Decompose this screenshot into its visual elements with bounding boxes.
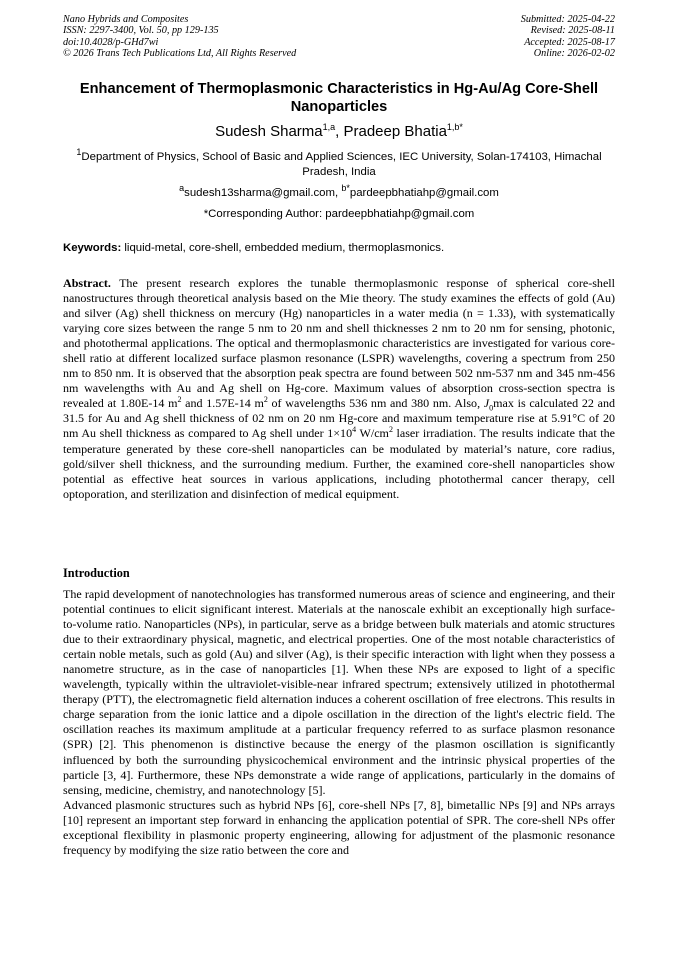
email-mark: a (179, 183, 185, 194)
copyright-notice: © 2026 Trans Tech Publications Ltd, All Rights Reserved (63, 48, 297, 60)
affiliation-mark: 1 (76, 147, 82, 158)
journal-name: Nano Hybrids and Composites (63, 14, 189, 25)
keywords (63, 241, 615, 256)
abstract-text: max is calculated 22 and 31.5 for Au and Ag shell thickness of 02 nm on 20 nm Hg-core and maximum temperature rise at 5.91°C of 20 nm Au shell thickness as compared to Ag shell under 1×10 (63, 396, 615, 441)
affiliation-text: Department of Physics, School of Basic and Applied Sciences, IEC University, Solan-174103, Himachal Pradesh, India (81, 151, 602, 178)
abstract-label: Abstract. (63, 276, 111, 290)
paragraph: Advanced plasmonic structures such as hybrid NPs [6], core-shell NPs [7, 8], bimetallic NPs [9] and NPs arrays [10] represent an important step forward in enhancing the application potential of SPR. The core-shell NPs offer exceptional flexibility in plasmonic property engineering, allowing for adjustment of the plasmonic resonance frequency by modifying the size ratio between the core and (63, 797, 615, 857)
online-date: Online: 2026-02-02 (533, 48, 615, 60)
j-symbol: J (483, 396, 490, 411)
author-affiliation-mark: 1,b* (446, 122, 463, 132)
revised-date: Revised: 2025-08-11 (530, 25, 615, 37)
author-name: Pradeep Bhatia (343, 123, 447, 140)
abstract-text: and 1.57E-14 m (181, 396, 264, 411)
subscript: 0 (489, 403, 494, 413)
keywords-text: liquid-metal, core-shell, embedded medium, thermoplasmonics. (121, 242, 445, 254)
paragraph: The rapid development of nanotechnologies has transformed numerous areas of science and engineering, and their potential continues to elicit significant interest. Materials at the nanoscale exhibit an exceptionally high surface-to-volume ratio. Nanoparticles (NPs), in particular, serve as a bridge between bulk materials and atomic structures due to their extraordinary physical, magnetic, and electrical properties. One of the most notable characteristics of certain noble metals, such as gold (Au) and silver (Ag), is their specific interaction with light when they possess a nanometre structure, as in the case of nanoparticles [1]. When these NPs are exposed to light of a specific wavelength, typically within the ultraviolet-visible-near infrared spectrum; extensively utilized in photothermal therapy (PTT), the electromagnetic field alternation induces a coherent oscillation of free electrons. This results in charge separation from the ionic lattice and a dipole oscillation in the direction of the light's electric field. The oscillation reaches its maximum amplitude at a particular frequency referred to as surface plasmon resonance (SPR) [2]. This phenomenon is distinctive because the energy of the plasmon oscillation is significantly influenced by both the surrounding physicochemical environment and the intrinsic physical properties of the particle [3, 4]. Furthermore, these NPs demonstrate a wide range of applications, particularly in the domains of sensing, medicine, chemistry, and nanotechnology [5]. (63, 587, 615, 797)
doi-link[interactable]: doi:10.4028/p-GHd7wi (63, 36, 159, 48)
superscript: 2 (177, 395, 182, 405)
author-separator: , (335, 123, 344, 140)
email-address[interactable]: pardeepbhatiahp@gmail.com (349, 187, 499, 199)
corresponding-author: *Corresponding Author: pardeepbhatiahp@gmail.com (203, 208, 475, 220)
section-heading-introduction: Introduction (63, 566, 130, 580)
author-affiliation-mark: 1,a (322, 122, 336, 132)
abstract (63, 276, 615, 502)
author-emails (63, 183, 615, 201)
abstract-text: W/cm (356, 426, 389, 441)
submitted-date: Submitted: 2025-04-22 (520, 14, 615, 25)
dates-header (521, 14, 615, 60)
email-address[interactable]: sudesh13sharma@gmail.com, (184, 187, 342, 199)
issn-volume-pages: ISSN: 2297-3400, Vol. 50, pp 129-135 (63, 25, 219, 37)
journal-info-header (63, 14, 296, 60)
paper-title: Enhancement of Thermoplasmonic Characteristics in Hg-Au/Ag Core-Shell Nanoparticles (79, 81, 599, 115)
accepted-date: Accepted: 2025-08-17 (524, 36, 615, 48)
abstract-text: of wavelengths 536 nm and 380 nm. Also, (267, 396, 484, 411)
author-list (63, 122, 615, 142)
superscript: 2 (263, 395, 268, 405)
abstract-text: laser irradiation. The results indicate that the temperature generated by these core-shell nanoparticles can be modulated by material’s nature, core radius, gold/silver shell thickness, and the surrounding medium. Further, the examined core-shell nanoparticles show potential as effective heat sources in various applications, including photothermal cancer therapy, cell optoporation, and sterilization and disinfection of medical equipment. (63, 426, 615, 501)
superscript: 2 (388, 425, 393, 435)
affiliation (63, 147, 615, 180)
email-mark: b* (341, 183, 350, 194)
superscript: 4 (352, 425, 357, 435)
author-name: Sudesh Sharma (215, 123, 323, 140)
introduction-body (63, 587, 615, 858)
keywords-label: Keywords: (63, 242, 122, 254)
abstract-text: The present research explores the tunable thermoplasmonic response of spherical core-shell nanostructures through theoretical analysis based on the Mie theory. The study examines the effects of gold (Au) and silver (Ag) shell thickness on mercury (Hg) nanoparticles in a water media (n = 1.33), with systematically varying core sizes between the range 5 nm to 20 nm and shell thicknesses 2 nm to 20 nm for sensing, photonic, and photothermal applications. The optical and thermoplasmonic characteristics are investigated for various core-shell ratio at different localized surface plasmon resonance (LSPR) wavelengths, covering a spectrum from 250 nm to 850 nm. It is observed that the absorption peak spectra are found between 502 nm-537 nm and 345 nm-456 nm wavelengths with Au and Ag shell on Hg-core. Maximum values of absorption cross-section spectra is revealed at 1.80E-14 m (63, 276, 615, 411)
